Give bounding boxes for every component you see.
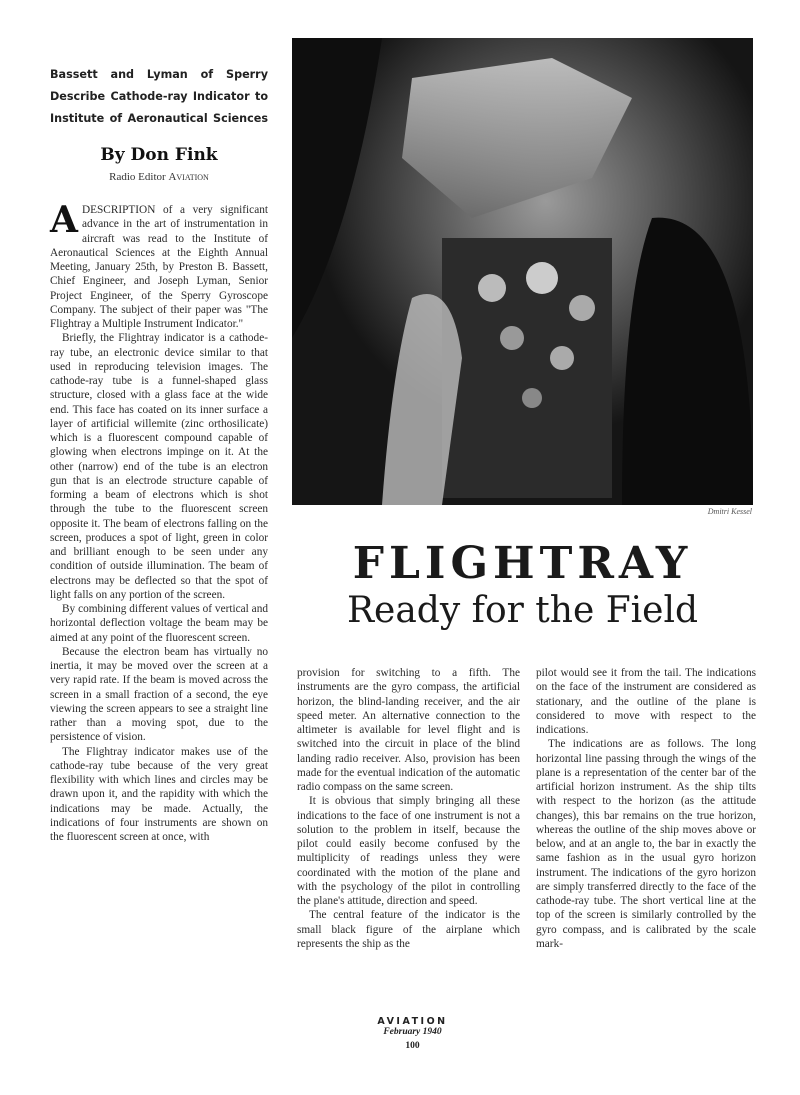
column-1 [50,199,268,844]
column-2 [297,666,520,951]
article-subtitle: Ready for the Field [346,590,699,631]
photo-credit: Dmitri Kessel [707,507,752,516]
paragraph: Because the electron beam has virtually no inertia, it may be moved over the screen at a very rapid rate. If the beam is moved across the screen in a small fraction of a second, the eye viewing the screen appears to see a straight line rather than a moving spot, due to the persistence of vision. [50,645,268,744]
magazine-name: AVIATION [377,1016,448,1027]
page-footer [300,1016,525,1051]
role-prefix: Radio Editor [109,171,166,183]
issue-date: February 1940 [383,1027,442,1037]
drop-cap: A [50,199,78,241]
paragraph: By combining different values of vertical and horizontal deflection voltage the beam may be aimed at any point of the fluorescent screen. [50,603,268,644]
role-magazine: Aviation [168,171,209,183]
author-role [50,171,268,183]
paragraph: The indications are as follows. The long horizontal line passing through the wings of the plane is a representation of the center bar of the artificial horizon instrument. As the ship tilts with respect to the horizon (as the attitude changes), this bar remains on the true horizon, whereas the outline of the ship moves above or below, and at an angle to, the bar in exactly the same fashion as in the usual gyro horizon instrument. The indications of the gyro horizon are simply transferred directly to the face of the cathode-ray tube. The short vertical line at the top of the screen is similarly controlled by the gyro compass, and is calibrated by the scale mark- [536,738,756,950]
paragraph: The central feature of the indicator is the small black figure of the airplane which represents the ship as the [297,909,520,950]
article-title: FLIGHTRAY [352,538,693,589]
article-deck: Bassett and Lyman of Sperry Describe Cathode-ray Indicator to Institute of Aeronautical Sciences [50,68,268,125]
cockpit-photo [292,38,753,505]
paragraph: The Flightray indicator makes use of the cathode-ray tube because of the very great flexibility with which lines and circles may be drawn upon it, and the rapidity with which the indications may be made. Actually, the indications of four instruments are shown on the fluorescent screen at once, with [50,745,268,843]
byline: By Don Fink [100,145,218,165]
paragraph: DESCRIPTION of a very significant advance in the art of instrumentation in aircraft was read to the Institute of Aeronautical Sciences at the Eighth Annual Meeting, January 25th, by Preston B. Bassett, Chief Engineer, and Joseph Lyman, Senior Project Engineer, of the Sperry Gyroscope Company. The subject of their paper was "The Flightray a Multiple Instrument Indicator." [50,204,268,330]
page-number: 100 [405,1041,420,1051]
paragraph: It is obvious that simply bringing all these indications to the face of one instrument is not a solution to the problem in itself, because the pilot could easily become confused by the multiplicity of readings unless they were coordinated with the motion of the plane and with the psychology of the pilot in controlling the plane's attitude, direction and speed. [297,795,520,907]
column-3 [536,666,756,951]
paragraph: Briefly, the Flightray indicator is a cathode-ray tube, an electronic device similar to that used in reproducing television images. The cathode-ray tube is a funnel-shaped glass structure, closed with a glass face at the wide end. This face has coated on its inner surface a layer of artificial willemite (zinc orthosilicate) which is a fluorescent compound capable of glowing when electrons impinge on it. At the other (narrow) end of the tube is an electron gun that is an electrode structure capable of forming a beam of electrons which is shot through the tube to the fluorescent screen opposite it. The beam of electrons falling on the screen, produces a spot of light, green in color and brilliant enough to be seen under any condition of outside illumination. The beam of electrons may be deflected so that the spot of light falls on any portion of the screen. [50,332,268,601]
cockpit-photo-illustration [292,38,753,505]
paragraph: pilot would see it from the tail. The indications on the face of the instrument are considered as stationary, and the outline of the plane is considered to move with respect to the indications. [536,667,756,736]
paragraph: provision for switching to a fifth. The instruments are the gyro compass, the artificial horizon, the blind-landing receiver, and the air speed meter. An alternative connection to the altimeter is available for level flight and is switched into the circuit in place of the blind landing radio receiver. Also, provision has been made for the eventual indication of the automatic radio compass on the same screen. [297,667,520,793]
